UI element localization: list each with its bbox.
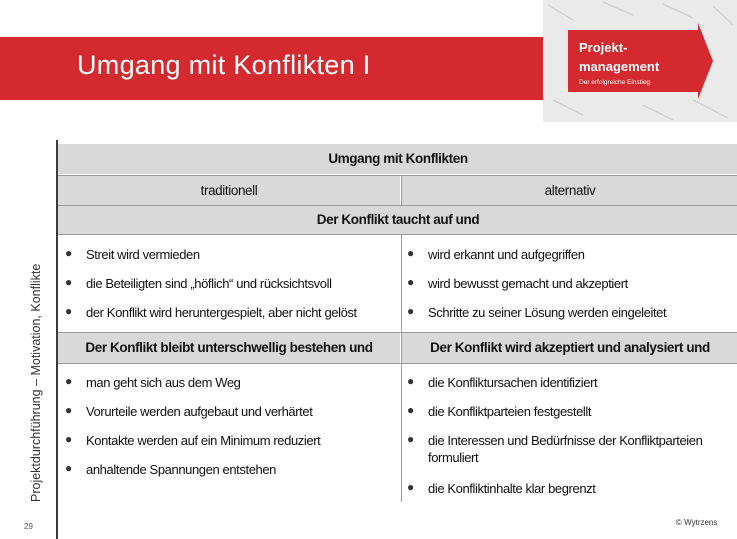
side-label: Projektdurchführung – Motivation, Konflikte xyxy=(29,263,43,502)
logo xyxy=(543,0,737,122)
logo-text-2: management xyxy=(579,59,660,74)
column-header-left: traditionell xyxy=(58,176,400,205)
logo-text-1: Projekt- xyxy=(579,40,628,55)
slide-title: Umgang mit Konflikten I xyxy=(77,50,371,80)
grid-line xyxy=(58,205,737,206)
page-number: 29 xyxy=(24,522,33,531)
section-heading-1: Der Konflikt taucht auf und xyxy=(58,206,737,234)
table-title: Umgang mit Konflikten xyxy=(58,144,737,174)
grid-line xyxy=(58,363,737,364)
section-heading-2-right: Der Konflikt wird akzeptiert und analysiert und xyxy=(402,333,737,363)
column-divider xyxy=(401,175,402,205)
column-divider xyxy=(401,234,402,502)
copyright: © Wytrzens xyxy=(676,518,718,527)
column-header-right: alternativ xyxy=(402,176,737,205)
grid-line xyxy=(58,175,737,176)
grid-line xyxy=(58,234,737,235)
logo-tagline: Der erfolgreiche Einstieg xyxy=(579,79,651,86)
section-heading-2-left: Der Konflikt bleibt unterschwellig bestehen und xyxy=(58,333,400,363)
grid-line xyxy=(58,332,737,333)
